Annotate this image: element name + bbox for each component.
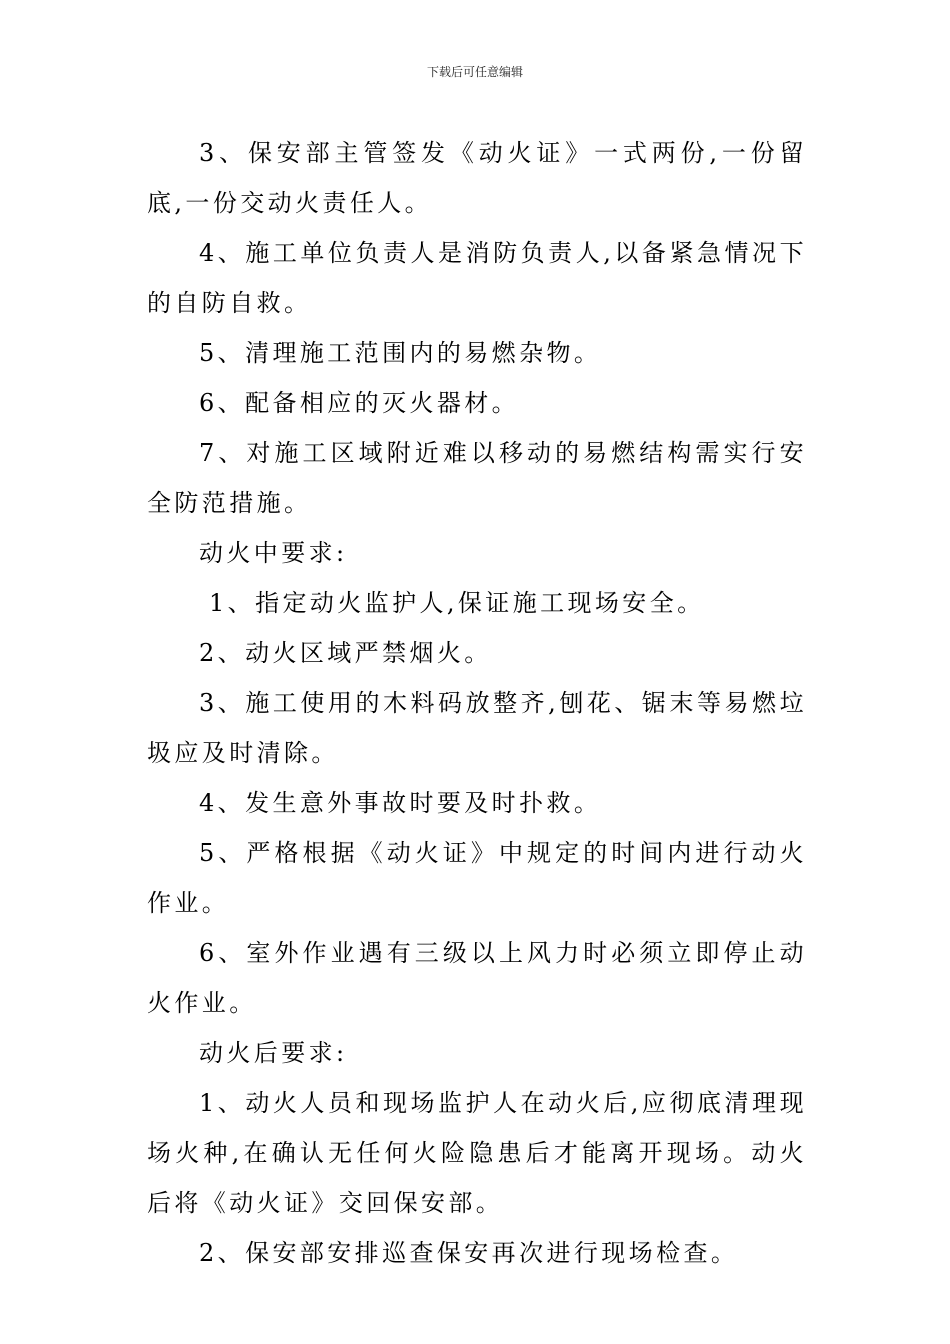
paragraph: 2、动火区域严禁烟火。 xyxy=(199,639,492,667)
paragraph: 5、严格根据《动火证》中规定的时间内进行动火作业。 xyxy=(147,839,807,917)
paragraph: 4、施工单位负责人是消防负责人,以备紧急情况下的自防自救。 xyxy=(147,239,807,317)
paragraph: 2、保安部安排巡查保安再次进行现场检查。 xyxy=(199,1239,739,1267)
paragraph: 1、指定动火监护人,保证施工现场安全。 xyxy=(209,589,705,617)
document-body xyxy=(147,128,807,1278)
paragraph: 5、清理施工范围内的易燃杂物。 xyxy=(199,339,602,367)
page-header: 下载后可任意编辑 xyxy=(426,65,523,79)
paragraph: 6、室外作业遇有三级以上风力时必须立即停止动火作业。 xyxy=(147,939,807,1017)
paragraph: 6、配备相应的灭火器材。 xyxy=(199,389,520,417)
paragraph: 4、发生意外事故时要及时扑救。 xyxy=(199,789,602,817)
paragraph: 7、对施工区域附近难以移动的易燃结构需实行安全防范措施。 xyxy=(147,439,807,517)
paragraph: 3、保安部主管签发《动火证》一式两份,一份留底,一份交动火责任人。 xyxy=(147,139,807,217)
section-heading: 动火后要求: xyxy=(199,1039,348,1067)
paragraph: 1、动火人员和现场监护人在动火后,应彻底清理现场火种,在确认无任何火险隐患后才能离开现场。动火后将《动火证》交回保安部。 xyxy=(147,1089,807,1217)
section-heading: 动火中要求: xyxy=(199,539,348,567)
paragraph: 3、施工使用的木料码放整齐,刨花、锯末等易燃垃圾应及时清除。 xyxy=(147,689,807,767)
